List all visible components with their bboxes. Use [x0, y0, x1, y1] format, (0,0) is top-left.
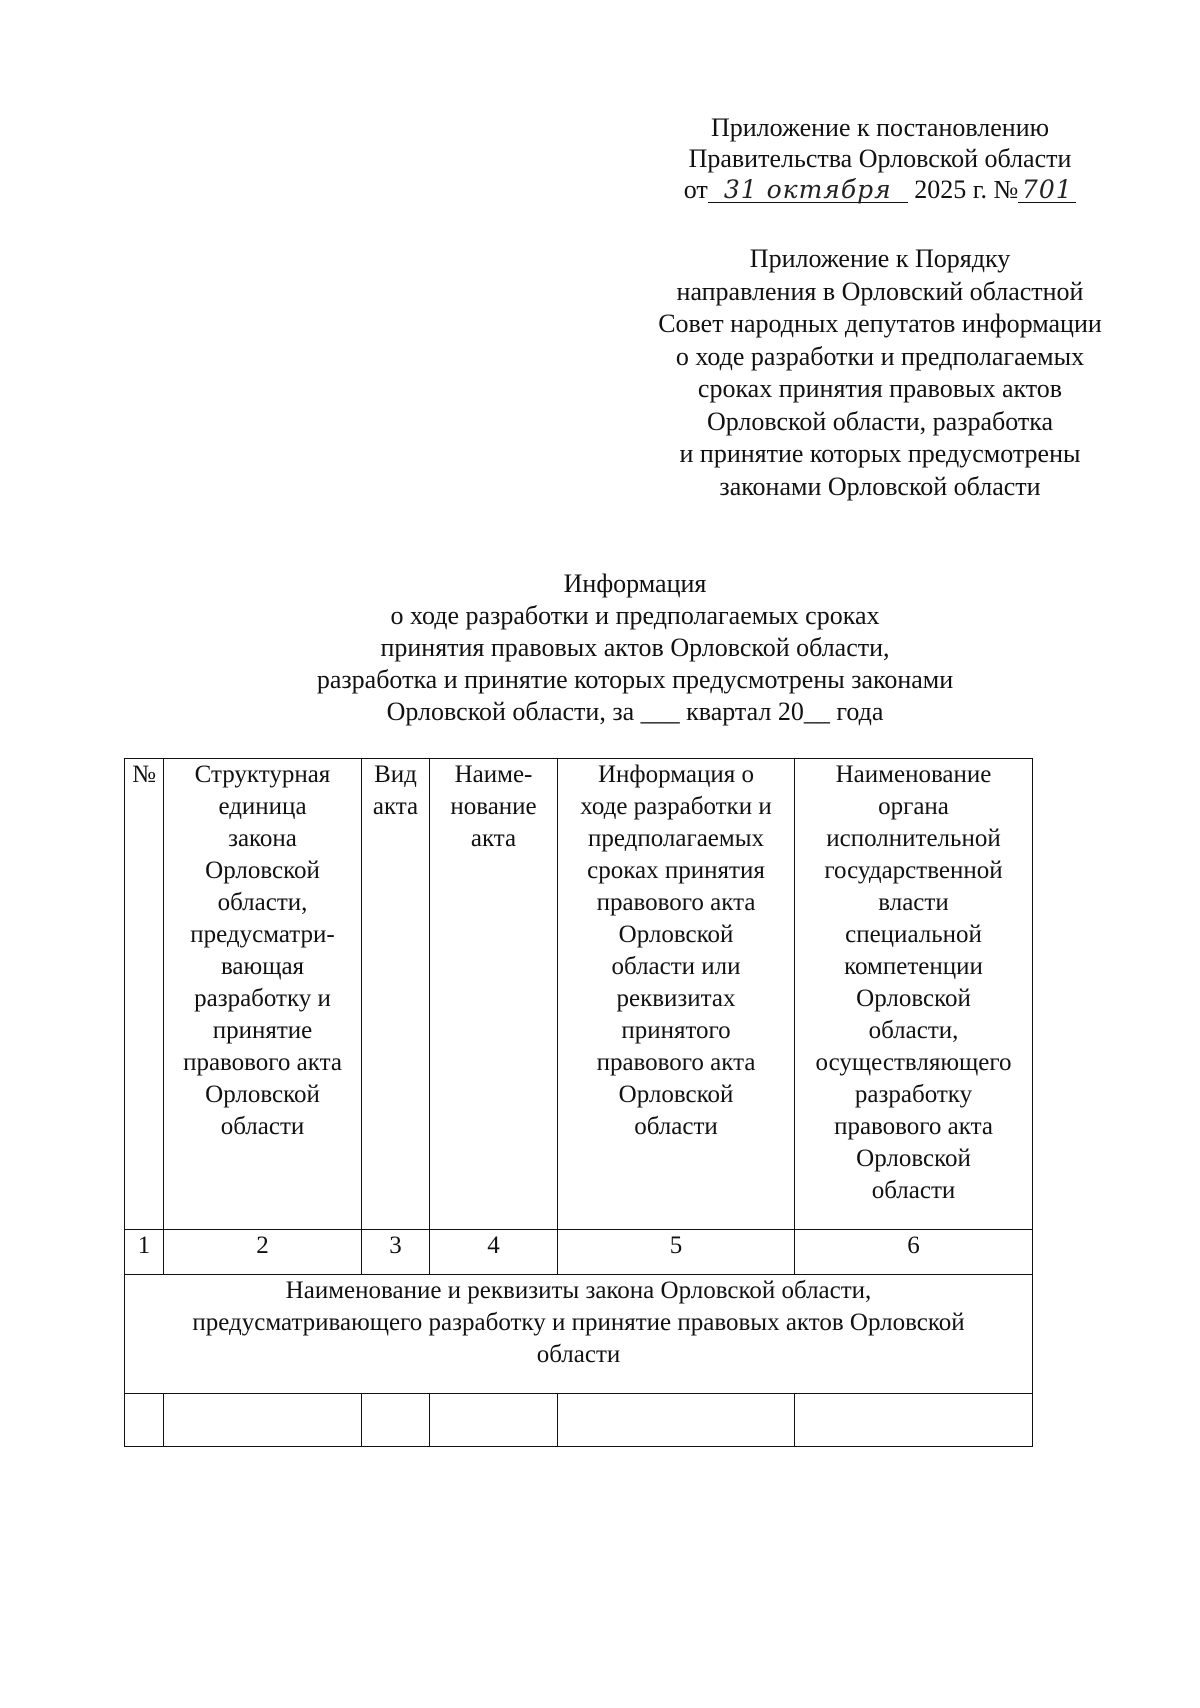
appendix-date-line — [640, 174, 1120, 205]
header-cell-act-name: Наиме- нование акта — [430, 759, 558, 1230]
empty-cell — [795, 1394, 1033, 1447]
column-number-cell: 3 — [362, 1230, 430, 1275]
table-header-row — [125, 759, 1033, 1230]
appendix-to-order — [620, 243, 1140, 503]
info-title-line: принятия правовых актов Орловской области, — [380, 633, 890, 662]
year-text: 2025 г. № — [914, 175, 1019, 204]
date-prefix: от — [683, 175, 708, 204]
column-number-cell: 2 — [164, 1230, 362, 1275]
info-title — [200, 568, 1070, 728]
empty-cell — [125, 1394, 164, 1447]
section-title-row — [125, 1275, 1033, 1394]
header-cell-structural-unit: Структурная единица закона Орловской области, предусматри- вающая разработку и принятие правового акта Орловской области — [164, 759, 362, 1230]
column-number-cell: 1 — [125, 1230, 164, 1275]
appendix-to-resolution — [640, 112, 1120, 205]
appendix-line-2: Правительства Орловской области — [688, 144, 1072, 173]
appendix-line-1: Приложение к постановлению — [710, 113, 1050, 142]
order-line: и принятие которых предусмотрены — [679, 439, 1081, 468]
order-line: Орловской области, разработка — [706, 406, 1054, 436]
header-cell-progress-info: Информация о ходе разработки и предполагаемых сроках принятия правового акта Орловской области или реквизитах принятого правового акта Орловской области — [558, 759, 795, 1230]
empty-cell — [164, 1394, 362, 1447]
info-title-line: о ходе разработки и предполагаемых сроках — [390, 601, 880, 630]
header-cell-number: № — [125, 759, 164, 1230]
header-cell-authority-name: Наименование органа исполнительной государственной власти специальной компетенции Орловской области, осуществляющего разработку правового акта Орловской области — [795, 759, 1033, 1230]
info-title-line: Орловской области, за ___ квартал 20__ года — [386, 697, 884, 726]
empty-cell — [430, 1394, 558, 1447]
order-line: законами Орловской области — [719, 471, 1041, 501]
empty-cell — [362, 1394, 430, 1447]
column-number-cell: 4 — [430, 1230, 558, 1275]
order-line: сроках принятия правовых актов — [697, 374, 1063, 403]
column-number-cell: 5 — [558, 1230, 795, 1275]
order-line: о ходе разработки и предполагаемых — [675, 341, 1085, 371]
empty-cell — [558, 1394, 795, 1447]
info-table — [124, 758, 1033, 1447]
empty-data-row — [125, 1394, 1033, 1447]
header-cell-act-type: Вид акта — [362, 759, 430, 1230]
info-title-line: Информация — [563, 569, 707, 598]
handwritten-date: 31 октября — [708, 178, 908, 203]
order-line: направления в Орловский областной — [676, 276, 1084, 306]
handwritten-number: 701 — [1018, 178, 1076, 203]
column-number-cell: 6 — [795, 1230, 1033, 1275]
order-line: Совет народных депутатов информации — [658, 309, 1102, 338]
order-line: Приложение к Порядку — [749, 244, 1011, 273]
column-number-row — [125, 1230, 1033, 1275]
section-title-cell: Наименование и реквизиты закона Орловской области, предусматривающего разработку и принятие правовых актов Орловской области — [125, 1275, 1033, 1394]
info-title-line: разработка и принятие которых предусмотрены законами — [316, 665, 954, 694]
